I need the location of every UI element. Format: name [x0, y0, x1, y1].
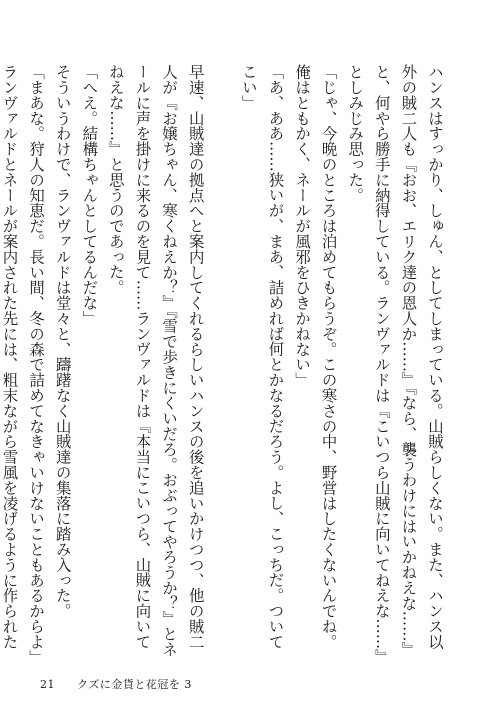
paragraph-7: 「まあな。狩人の知恵だ。長い間、冬の森で詰めてなきゃいけないこともあるからよ」	[27, 64, 46, 665]
paragraph-6: そういうわけで、ランヴァルドは堂々と、躊躇なく山賊達の集落に踏み入った。	[53, 64, 72, 619]
paragraph-4: 早速、山賊達の拠点へと案内してくれるらしいハンスの後を追いかけつつ、他の賊二人が『お嬢ちゃん、寒くねえか？』『雪で歩きにくいだろ。おぶってやろうか？』とネールに声を掛けに来るのを見て……ランヴァルドは『本当にこいつら、山賊に向いてねえな……』と思うのであった。	[106, 64, 205, 657]
page-number: 21	[40, 678, 55, 691]
paragraph-8: ランヴァルドとネールが案内された先には、粗末ながら雪風を凌げるように作られた	[0, 64, 19, 650]
vertical-text-body	[0, 64, 448, 665]
paragraph-3: 「あ、ああ……狭いが、まあ、詰めれば何とかなるだろう。よし、こっちだ。ついてこい」	[239, 64, 285, 650]
page-footer	[40, 676, 192, 692]
book-title: クズに金貨と花冠を 3	[77, 678, 192, 691]
paragraph-1: ハンスはすっかり、しゅん、としてしまっている。山賊らしくない。また、ハンス以外の賊二人も『おお、エリク達の恩人か……』『なら、襲うわけにはいかねえな……』と、何やら勝手に納得している。ランヴァルドは『こいつら山賊に向いてねえな……』としみじみ思った。	[346, 64, 444, 657]
paragraph-5: 「へえ。結構ちゃんとしてるんだな」	[80, 64, 99, 326]
paragraph-2: 「じゃ、今晩のところは泊めてもらうぞ。この寒さの中、野営はしたくないんでね。俺はともかく、ネールが風邪をひきかねない」	[293, 64, 338, 650]
